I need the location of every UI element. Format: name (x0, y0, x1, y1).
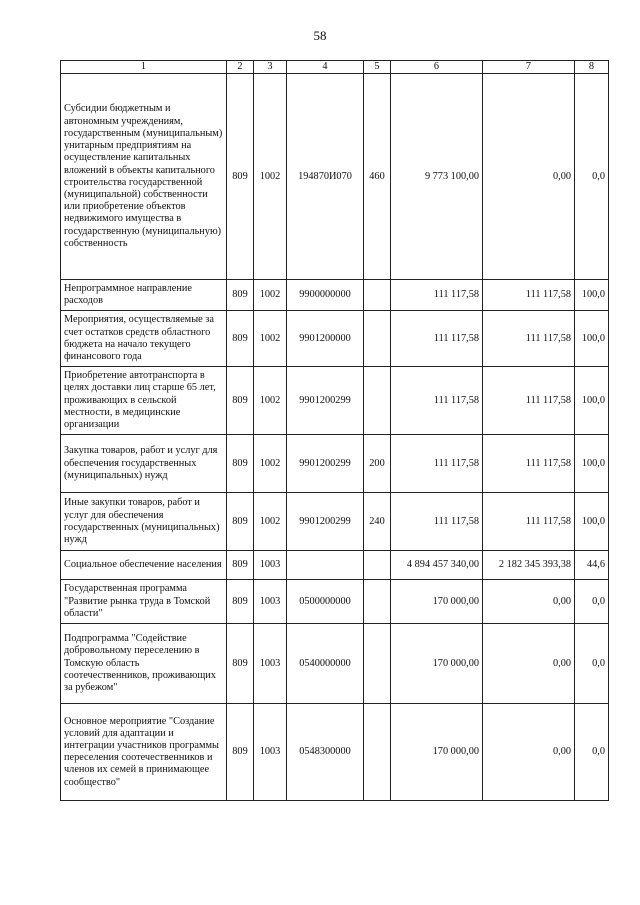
cell-expense-type (364, 367, 391, 435)
row-name: Иные закупки товаров, работ и услуг для обеспечения государственных (муниципальных) нужд (61, 493, 227, 551)
table-row (61, 580, 609, 624)
cell-target-article: 0500000000 (287, 580, 364, 624)
cell-admin-code: 809 (227, 74, 254, 280)
cell-admin-code: 809 (227, 624, 254, 704)
cell-plan-amount: 170 000,00 (391, 704, 483, 801)
cell-plan-amount: 111 117,58 (391, 367, 483, 435)
row-name: Закупка товаров, работ и услуг для обеспечения государственных (муниципальных) нужд (61, 435, 227, 493)
cell-expense-type (364, 551, 391, 580)
table-row (61, 551, 609, 580)
cell-expense-type: 240 (364, 493, 391, 551)
cell-section-code: 1003 (254, 580, 287, 624)
cell-percent: 0,0 (575, 704, 609, 801)
column-header: 4 (287, 61, 364, 74)
cell-section-code: 1002 (254, 74, 287, 280)
table-row (61, 624, 609, 704)
cell-target-article: 9901200299 (287, 435, 364, 493)
cell-target-article: 9901200299 (287, 493, 364, 551)
column-header: 3 (254, 61, 287, 74)
cell-section-code: 1002 (254, 311, 287, 367)
cell-section-code: 1002 (254, 435, 287, 493)
cell-expense-type (364, 311, 391, 367)
column-header: 8 (575, 61, 609, 74)
cell-plan-amount: 111 117,58 (391, 493, 483, 551)
cell-admin-code: 809 (227, 367, 254, 435)
cell-plan-amount: 9 773 100,00 (391, 74, 483, 280)
cell-expense-type: 200 (364, 435, 391, 493)
cell-section-code: 1003 (254, 704, 287, 801)
cell-admin-code: 809 (227, 280, 254, 311)
cell-section-code: 1003 (254, 551, 287, 580)
cell-target-article (287, 551, 364, 580)
row-name: Приобретение автотранспорта в целях доставки лиц старше 65 лет, проживающих в сельской местности, в медицинские организации (61, 367, 227, 435)
cell-target-article: 9901200000 (287, 311, 364, 367)
cell-actual-amount: 2 182 345 393,38 (483, 551, 575, 580)
column-header: 5 (364, 61, 391, 74)
cell-percent: 100,0 (575, 367, 609, 435)
cell-target-article: 9900000000 (287, 280, 364, 311)
cell-admin-code: 809 (227, 551, 254, 580)
cell-target-article: 0548300000 (287, 704, 364, 801)
cell-section-code: 1003 (254, 624, 287, 704)
column-header: 2 (227, 61, 254, 74)
cell-expense-type (364, 624, 391, 704)
cell-actual-amount: 111 117,58 (483, 367, 575, 435)
cell-plan-amount: 170 000,00 (391, 580, 483, 624)
row-name: Основное мероприятие "Создание условий для адаптации и интеграции участников программы переселения соотечественников и членов их семей в принимающее сообщество" (61, 704, 227, 801)
cell-admin-code: 809 (227, 435, 254, 493)
cell-percent: 44,6 (575, 551, 609, 580)
cell-actual-amount: 111 117,58 (483, 280, 575, 311)
cell-section-code: 1002 (254, 367, 287, 435)
cell-admin-code: 809 (227, 493, 254, 551)
cell-expense-type (364, 280, 391, 311)
cell-percent: 0,0 (575, 624, 609, 704)
cell-target-article: 194870И070 (287, 74, 364, 280)
row-name: Социальное обеспечение населения (61, 551, 227, 580)
cell-expense-type (364, 580, 391, 624)
row-name: Государственная программа "Развитие рынка труда в Томской области" (61, 580, 227, 624)
row-name: Субсидии бюджетным и автономным учреждениям, государственным (муниципальным) унитарным предприятиям на осуществление капитальных вложений в объекты капитального строительства государственной (муниципальной) собственности или приобретение объектов недвижимого имущества в государственную (муниципальную) собственность (61, 74, 227, 280)
row-name: Мероприятия, осуществляемые за счет остатков средств областного бюджета на начало текущего финансового года (61, 311, 227, 367)
cell-actual-amount: 0,00 (483, 580, 575, 624)
cell-actual-amount: 0,00 (483, 624, 575, 704)
table-row (61, 704, 609, 801)
cell-plan-amount: 111 117,58 (391, 311, 483, 367)
cell-actual-amount: 0,00 (483, 704, 575, 801)
cell-expense-type: 460 (364, 74, 391, 280)
cell-plan-amount: 4 894 457 340,00 (391, 551, 483, 580)
row-name: Непрограммное направление расходов (61, 280, 227, 311)
cell-admin-code: 809 (227, 580, 254, 624)
table-row (61, 74, 609, 280)
cell-actual-amount: 111 117,58 (483, 493, 575, 551)
cell-actual-amount: 111 117,58 (483, 311, 575, 367)
cell-admin-code: 809 (227, 704, 254, 801)
column-header: 7 (483, 61, 575, 74)
table-row (61, 435, 609, 493)
table-row (61, 493, 609, 551)
cell-admin-code: 809 (227, 311, 254, 367)
cell-percent: 100,0 (575, 311, 609, 367)
cell-actual-amount: 111 117,58 (483, 435, 575, 493)
cell-percent: 0,0 (575, 74, 609, 280)
cell-plan-amount: 111 117,58 (391, 280, 483, 311)
cell-expense-type (364, 704, 391, 801)
table-row (61, 311, 609, 367)
table-row (61, 280, 609, 311)
budget-table (60, 60, 609, 801)
column-header: 6 (391, 61, 483, 74)
table-row (61, 367, 609, 435)
page-number: 58 (313, 28, 327, 43)
cell-percent: 100,0 (575, 493, 609, 551)
cell-plan-amount: 170 000,00 (391, 624, 483, 704)
cell-actual-amount: 0,00 (483, 74, 575, 280)
cell-section-code: 1002 (254, 280, 287, 311)
column-header: 1 (61, 61, 227, 74)
cell-section-code: 1002 (254, 493, 287, 551)
cell-target-article: 0540000000 (287, 624, 364, 704)
cell-percent: 100,0 (575, 280, 609, 311)
cell-target-article: 9901200299 (287, 367, 364, 435)
cell-plan-amount: 111 117,58 (391, 435, 483, 493)
cell-percent: 100,0 (575, 435, 609, 493)
cell-percent: 0,0 (575, 580, 609, 624)
header-row (61, 61, 609, 74)
row-name: Подпрограмма "Содействие добровольному переселению в Томскую область соотечественников, проживающих за рубежом" (61, 624, 227, 704)
